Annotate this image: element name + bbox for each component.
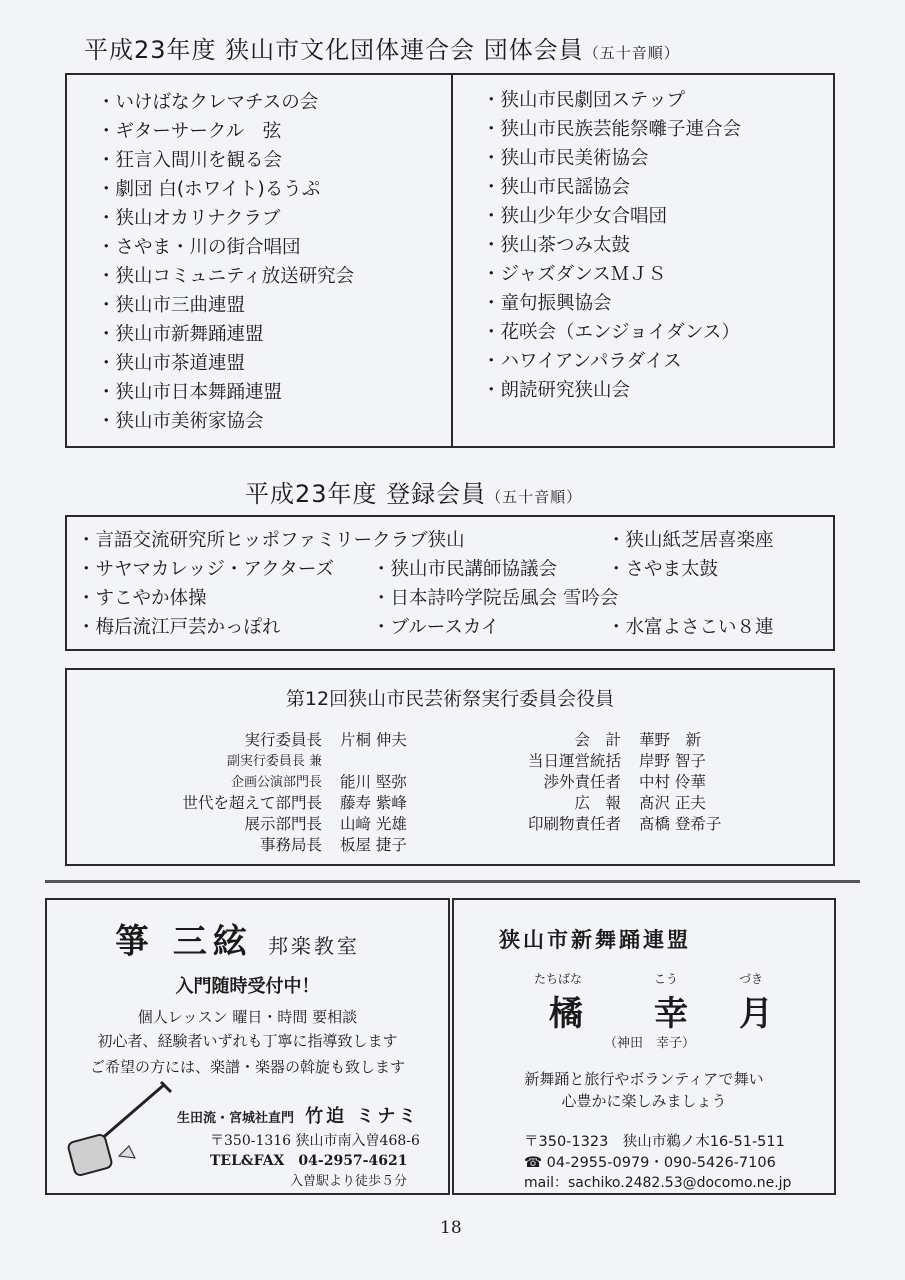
committee-name: 板屋 捷子: [340, 836, 407, 854]
member-item: ・ 狭山オカリナクラブ: [97, 204, 354, 233]
registered-member-item: [372, 584, 618, 613]
member-item: ・ さやま・川の街合唱団: [97, 233, 354, 262]
committee-role: 展示部門長: [244, 815, 322, 833]
registered-member-item: [77, 584, 207, 613]
section1-order-note: （五十音順）: [583, 44, 680, 62]
ad-left-tel: TEL&FAX 04-2957-4621: [210, 1153, 408, 1169]
ad-left-subtitle: 邦楽教室: [267, 934, 360, 958]
committee-row: [487, 730, 807, 751]
page-number: 18: [440, 1218, 462, 1238]
registered-member-name: 言語交流研究所ヒッポファミリークラブ狭山: [95, 530, 465, 551]
committee-role: 印刷物責任者: [527, 815, 621, 833]
ad-left-box: [45, 898, 450, 1195]
member-item: ・ 花咲会（エンジョイダンス）: [482, 318, 741, 347]
committee-name: 片桐 伸夫: [340, 731, 407, 749]
committee-row: [487, 793, 807, 814]
registered-member-name: サヤマカレッジ・アクターズ: [95, 559, 334, 580]
committee-row: [137, 730, 497, 751]
committee-name: 華野 新: [639, 731, 702, 749]
ad-right-name3: 月: [739, 994, 773, 1034]
member-item: ・ 朗読研究狭山会: [482, 376, 741, 405]
member-item: ・ 狭山茶つみ太鼓: [482, 231, 741, 260]
ad-left-line1: 個人レッスン 曜日・時間 要相談: [137, 1008, 358, 1026]
ad-right-address: 〒350-1323 狭山市鵜ノ木16-51-511: [524, 1134, 785, 1150]
section1-title: [84, 30, 680, 65]
registered-member-item: [607, 526, 774, 555]
ad-right-name1: 橘: [549, 994, 583, 1034]
member-item: ・ 童句振興協会: [482, 289, 741, 318]
ad-right-line2: 心豊かに楽しみましょう: [561, 1092, 727, 1110]
committee-name: 山﨑 光雄: [340, 815, 407, 833]
registered-member-item: [77, 613, 281, 642]
ad-left-access: 入曽駅より徒歩５分: [290, 1174, 408, 1189]
registered-member-item: [372, 555, 557, 584]
member-item: ・ ハワイアンパラダイス: [482, 347, 741, 376]
registered-member-item: [77, 555, 334, 584]
ad-left-title-text: 箏 三絃: [115, 922, 253, 962]
committee-row: [137, 751, 497, 772]
member-item: ・ 狭山市新舞踊連盟: [97, 320, 354, 349]
committee-role: 事務局長: [259, 836, 322, 854]
member-item: ・ 狭山市民族芸能祭囃子連合会: [482, 115, 741, 144]
member-item: ・ ジャズダンスＭＪＳ: [482, 260, 741, 289]
bullet: ・: [607, 559, 626, 580]
registered-member-name: 狭山紙芝居喜楽座: [625, 530, 774, 551]
ad-left-address: 〒350-1316 狭山市南入曽468-6: [210, 1133, 420, 1149]
section1-left-list: [97, 88, 354, 436]
committee-left: [137, 730, 497, 856]
ad-left-headline: 入門随時受付中！: [175, 976, 320, 997]
bullet: ・: [77, 530, 96, 551]
committee-name: 髙橋 登希子: [639, 815, 722, 833]
member-item: ・ 狭山市民美術協会: [482, 144, 741, 173]
bullet: ・: [607, 530, 626, 551]
committee-role: 実行委員長: [244, 731, 322, 749]
ad-left-teacher: [177, 1102, 419, 1128]
ad-right-org: 狭山市新舞踊連盟: [499, 927, 691, 952]
member-item: ・ 狭山少年少女合唱団: [482, 202, 741, 231]
member-item: ・ 狭山市茶道連盟: [97, 349, 354, 378]
section2-title-text: 平成23年度 登録会員: [245, 480, 487, 508]
committee-row: [137, 814, 497, 835]
registered-member-item: [607, 613, 774, 642]
member-item: ・ 狭山市日本舞踊連盟: [97, 378, 354, 407]
ad-right-tel-row: [524, 1151, 776, 1172]
committee-role: 広 報: [574, 794, 621, 812]
bullet: ・: [372, 588, 391, 609]
bullet: ・: [77, 617, 96, 638]
committee-title: 第12回狭山市民芸術祭実行委員会役員: [285, 688, 615, 710]
committee-row: [487, 772, 807, 793]
committee-role: 世代を超えて部門長: [182, 794, 322, 812]
member-item: ・ 狭山市三曲連盟: [97, 291, 354, 320]
member-item: ・ 狭山市美術家協会: [97, 407, 354, 436]
committee-name: 髙沢 正夫: [639, 794, 706, 812]
member-item: ・ 狭山コミュニティ放送研究会: [97, 262, 354, 291]
registered-member-name: 日本詩吟学院岳風会 雪吟会: [390, 588, 619, 609]
committee-role: 渉外責任者: [543, 773, 621, 791]
registered-member-name: さやま太鼓: [625, 559, 719, 580]
ad-right-ruby1: たちばな: [534, 972, 583, 986]
ad-right-real-name: （神田 幸子）: [604, 1036, 696, 1051]
committee-row: [487, 814, 807, 835]
ad-left-title: [115, 914, 360, 963]
committee-name: 藤寿 紫峰: [340, 794, 407, 812]
separator-line: [45, 880, 860, 883]
ad-right-ruby2: こう: [654, 972, 679, 986]
ad-right-ruby3: づき: [739, 972, 764, 986]
committee-name: 能川 堅弥: [340, 773, 407, 791]
bullet: ・: [607, 617, 626, 638]
committee-role: 企画公演部門長: [230, 775, 322, 790]
section1-right-list: [482, 86, 741, 405]
section1-title-text: 平成23年度 狭山市文化団体連合会 団体会員: [84, 36, 584, 64]
member-item: ・ 狭山市民謡協会: [482, 173, 741, 202]
phone-icon: ☎: [524, 1155, 543, 1171]
committee-role: 当日運営統括: [527, 752, 621, 770]
ad-right-box: [452, 898, 836, 1195]
registered-member-item: [372, 613, 499, 642]
ad-right-tel: 04-2955-0979・090-5426-7106: [546, 1155, 776, 1171]
member-item: ・ ギターサークル 弦: [97, 117, 354, 146]
ad-left-line2: 初心者、経験者いずれも丁寧に指導致します: [97, 1032, 398, 1050]
committee-row: [137, 793, 497, 814]
member-item: ・ 狭山市民劇団ステップ: [482, 86, 741, 115]
registered-member-name: すこやか体操: [95, 588, 207, 609]
bullet: ・: [372, 617, 391, 638]
registered-member-name: 梅后流江戸芸かっぽれ: [95, 617, 281, 638]
member-item: ・ いけばなクレマチスの会: [97, 88, 354, 117]
ad-right-line1: 新舞踊と旅行やボランティアで舞い: [524, 1070, 764, 1088]
section2-order-note: （五十音順）: [486, 488, 583, 506]
bullet: ・: [372, 559, 391, 580]
committee-row: [487, 751, 807, 772]
committee-name: 岸野 智子: [639, 752, 706, 770]
ad-left-line3: ご希望の方には、楽譜・楽器の斡旋も致します: [89, 1058, 405, 1076]
registered-member-name: 水富よさこい８連: [625, 617, 774, 638]
registered-member-name: ブルースカイ: [390, 617, 500, 638]
committee-role: 副実行委員長 兼: [226, 754, 322, 769]
member-item: ・ 狂言入間川を観る会: [97, 146, 354, 175]
ad-left-teacher-name: 竹迫 ミナミ: [305, 1106, 420, 1127]
ad-right-name2: 幸: [654, 994, 688, 1034]
shamisen-illustration: [57, 1078, 177, 1188]
committee-row: [137, 772, 497, 793]
ad-right-mail: mail：sachiko.2482.53@docomo.ne.jp: [524, 1175, 792, 1191]
ad-left-teacher-label: 生田流・宮城社直門: [177, 1111, 295, 1126]
registered-member-item: [77, 526, 465, 555]
bullet: ・: [77, 559, 96, 580]
committee-box: [65, 668, 835, 866]
bullet: ・: [77, 588, 96, 609]
committee-role: 会 計: [574, 731, 621, 749]
member-item: ・ 劇団 白(ホワイト)るうぷ: [97, 175, 354, 204]
registered-member-item: [607, 555, 718, 584]
section1-box: [65, 73, 835, 448]
committee-name: 中村 伶華: [639, 773, 706, 791]
committee-right: [487, 730, 807, 835]
committee-row: [137, 835, 497, 856]
registered-member-name: 狭山市民講師協議会: [390, 559, 558, 580]
section1-divider: [451, 75, 453, 446]
section2-box: [65, 515, 835, 651]
section2-title: [245, 474, 582, 509]
